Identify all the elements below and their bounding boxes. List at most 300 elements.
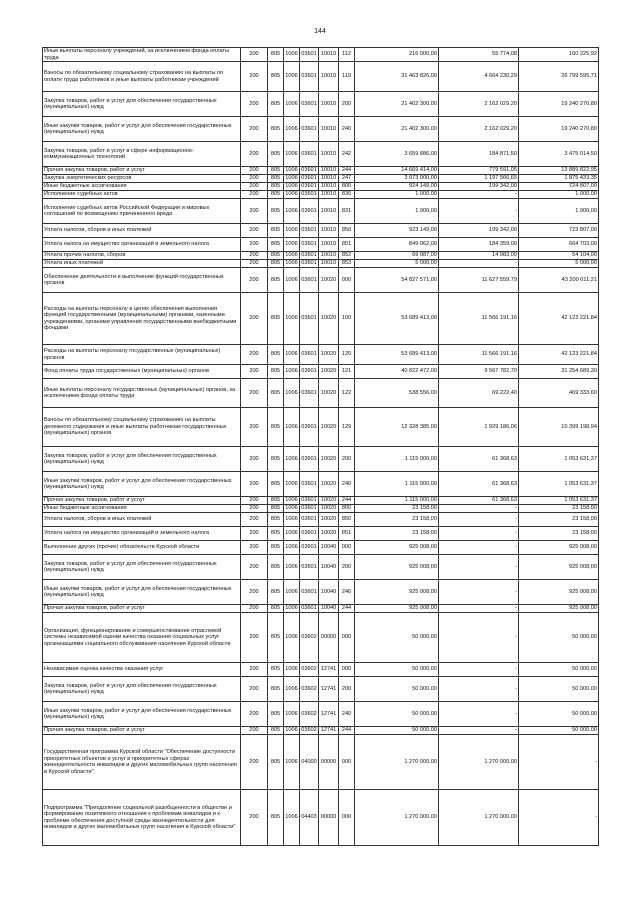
ministry-code-cell: 805	[268, 663, 284, 677]
ministry-code-cell: 805	[268, 379, 284, 408]
section-code-cell: 1006	[285, 183, 298, 190]
admin-code-cell: 200	[241, 224, 268, 238]
section-code-cell: 1006	[284, 142, 300, 167]
expense-type-cell: 800	[339, 183, 355, 191]
direction-code-cell: 10020	[319, 497, 339, 505]
expense-type-cell: 852	[339, 252, 355, 260]
table-row	[43, 260, 599, 268]
remaining-amount-cell: 1 053 631,37	[519, 447, 599, 472]
remaining-amount-cell: 50 000,00	[519, 702, 599, 727]
executed-amount-cell: -	[439, 260, 519, 268]
approved-amount-cell: 1 115 000,00	[355, 497, 439, 505]
program-code-cell: 03601	[301, 252, 317, 259]
admin-code-cell: 200	[241, 408, 268, 447]
direction-code-cell: 10010	[319, 167, 339, 175]
direction-code-cell: 10040	[319, 555, 339, 580]
admin-code-cell: 200	[241, 238, 268, 252]
expense-type-cell: 000	[339, 541, 355, 555]
table-row	[43, 191, 599, 199]
row-name-cell: Организация, функционирование и совершенствование отраслевой системы независимой оценки качества оказания социальных услуг организациями социального обслуживания населения Курской области	[43, 613, 241, 663]
remaining-amount-cell: 469 333,60	[519, 379, 599, 408]
admin-code-cell: 200	[241, 117, 268, 142]
admin-code-cell: 200	[241, 293, 268, 345]
expense-type-cell: 240	[339, 702, 355, 727]
section-code-cell: 1006	[284, 541, 300, 555]
ministry-code-cell: 805	[268, 238, 284, 252]
executed-amount-cell: 9 567 782,70	[439, 365, 519, 379]
executed-amount-cell: 199 342,00	[439, 183, 519, 191]
approved-amount-cell: 14 669 414,00	[355, 167, 439, 175]
remaining-amount-cell: 54 104,00	[519, 252, 599, 260]
row-name-cell: Иные закупки товаров, работ и услуг для обеспечения государственных (муниципальных) нужд	[43, 472, 241, 497]
table-row	[43, 408, 599, 447]
row-name-cell: Исполнение судебных актов	[43, 191, 241, 199]
page-number: 144	[314, 28, 326, 35]
admin-code-cell: 200	[241, 513, 268, 527]
admin-code-cell: 200	[241, 527, 268, 541]
executed-amount-cell: -	[439, 677, 519, 702]
direction-code-cell: 00000	[319, 613, 339, 663]
direction-code-cell: 10010	[319, 199, 339, 224]
ministry-code-cell: 805	[268, 167, 284, 175]
row-name-cell: Закупка товаров, работ и услуг для обеспечения государственных (муниципальных) нужд	[43, 92, 241, 117]
program-code-cell: 03601	[300, 472, 319, 497]
row-name-cell: Уплата иных платежей	[43, 260, 241, 268]
program-code-cell: 03601	[300, 238, 319, 252]
direction-code-cell: 00000	[319, 790, 339, 846]
expense-type-cell: 000	[339, 663, 355, 677]
ministry-code-cell: 805	[268, 605, 284, 613]
direction-code-cell: 10010	[319, 252, 339, 260]
row-name-cell: Закупка товаров, работ и услуг в сфере информационно-коммуникационных технологий	[43, 142, 241, 167]
approved-amount-cell: 53 689 413,00	[355, 293, 439, 345]
expense-type-cell: 850	[339, 224, 355, 238]
direction-code-cell: 10010	[319, 48, 339, 62]
ministry-code-cell: 805	[268, 677, 284, 702]
section-code-cell: 1006	[285, 260, 298, 267]
admin-code-cell: 200	[241, 92, 268, 117]
admin-code-cell: 200	[241, 541, 268, 555]
executed-amount-cell: -	[439, 527, 519, 541]
admin-code-cell: 200	[241, 175, 268, 183]
remaining-amount-cell: 160 225,92	[519, 48, 599, 62]
remaining-amount-cell: 1 053 631,37	[519, 472, 599, 497]
admin-code-cell: 200	[241, 663, 268, 677]
approved-amount-cell: 925 008,00	[355, 605, 439, 613]
admin-code-cell: 200	[241, 702, 268, 727]
ministry-code-cell: 805	[268, 613, 284, 663]
program-code-cell: 03602	[301, 727, 317, 734]
ministry-code-cell: 805	[268, 472, 284, 497]
remaining-amount-cell: -	[519, 790, 599, 846]
ministry-code-cell: 805	[268, 260, 284, 268]
executed-amount-cell: -	[439, 199, 519, 224]
executed-amount-cell: -	[439, 541, 519, 555]
direction-code-cell: 10020	[319, 345, 339, 365]
program-code-cell: 03601	[300, 268, 319, 293]
remaining-amount-cell: 3 475 014,50	[519, 142, 599, 167]
row-name-cell: Расходы на выплаты персоналу государственных (муниципальных) органов	[43, 345, 241, 365]
direction-code-cell: 10020	[319, 505, 339, 513]
remaining-amount-cell: 19 240 270,80	[519, 92, 599, 117]
executed-amount-cell: -	[439, 727, 519, 735]
approved-amount-cell: 849 062,00	[355, 238, 439, 252]
expense-type-cell: 122	[339, 379, 355, 408]
section-code-cell: 1006	[284, 527, 300, 541]
program-code-cell: 03601	[301, 505, 317, 512]
approved-amount-cell: 69 087,00	[355, 252, 439, 260]
executed-amount-cell: -	[439, 702, 519, 727]
ministry-code-cell: 805	[268, 513, 284, 527]
table-row	[43, 613, 599, 663]
section-code-cell: 1006	[284, 268, 300, 293]
section-code-cell: 1006	[285, 505, 298, 512]
section-code-cell: 1006	[284, 677, 300, 702]
admin-code-cell: 200	[241, 191, 268, 199]
table-row	[43, 605, 599, 613]
approved-amount-cell: 923 149,00	[355, 224, 439, 238]
table-row	[43, 224, 599, 238]
program-code-cell: 03601	[300, 199, 319, 224]
remaining-amount-cell: 1 000,00	[519, 191, 599, 199]
program-code-cell: 03602	[300, 613, 319, 663]
executed-amount-cell: 61 368,63	[439, 472, 519, 497]
admin-code-cell: 200	[241, 48, 268, 62]
direction-code-cell: 10020	[319, 447, 339, 472]
executed-amount-cell: 69 222,40	[439, 379, 519, 408]
approved-amount-cell: 21 402 300,00	[355, 117, 439, 142]
remaining-amount-cell: 10 399 198,94	[519, 408, 599, 447]
table-row	[43, 62, 599, 92]
direction-code-cell: 10020	[319, 513, 339, 527]
direction-code-cell: 10020	[319, 379, 339, 408]
ministry-code-cell: 805	[268, 541, 284, 555]
expense-type-cell: 100	[339, 293, 355, 345]
approved-amount-cell: 1 000,00	[355, 199, 439, 224]
section-code-cell: 1006	[284, 379, 300, 408]
direction-code-cell: 12741	[319, 727, 339, 735]
remaining-amount-cell: 1 000,00	[519, 199, 599, 224]
approved-amount-cell: 216 000,00	[355, 48, 439, 62]
expense-type-cell: 121	[339, 365, 355, 379]
direction-code-cell: 10010	[319, 175, 339, 183]
approved-amount-cell: 925 008,00	[355, 555, 439, 580]
executed-amount-cell: -	[439, 513, 519, 527]
section-code-cell: 1006	[284, 345, 300, 365]
direction-code-cell: 10020	[319, 472, 339, 497]
direction-code-cell: 10020	[319, 408, 339, 447]
executed-amount-cell: 61 368,63	[439, 447, 519, 472]
row-name-cell: Закупка энергетических ресурсов	[43, 175, 241, 183]
direction-code-cell: 10040	[319, 541, 339, 555]
admin-code-cell: 200	[241, 183, 268, 191]
expense-type-cell: 851	[339, 527, 355, 541]
ministry-code-cell: 805	[268, 365, 284, 379]
direction-code-cell: 10010	[319, 191, 339, 199]
table-row	[43, 447, 599, 472]
approved-amount-cell: 21 402 300,00	[355, 92, 439, 117]
table-row	[43, 293, 599, 345]
section-code-cell: 1006	[285, 605, 298, 612]
approved-amount-cell: 23 158,00	[355, 505, 439, 513]
program-code-cell: 03602	[300, 702, 319, 727]
program-code-cell: 03601	[301, 183, 317, 190]
ministry-code-cell: 805	[268, 199, 284, 224]
row-name-cell: Иные бюджетные ассигнования	[43, 183, 241, 191]
expense-type-cell: 240	[339, 117, 355, 142]
program-code-cell: 03601	[301, 497, 317, 504]
remaining-amount-cell: 664 703,00	[519, 238, 599, 252]
approved-amount-cell: 40 822 472,00	[355, 365, 439, 379]
ministry-code-cell: 805	[268, 183, 284, 191]
table-row	[43, 345, 599, 365]
expense-type-cell: 120	[339, 345, 355, 365]
direction-code-cell: 10020	[319, 527, 339, 541]
executed-amount-cell: -	[439, 555, 519, 580]
direction-code-cell: 10010	[319, 183, 339, 191]
ministry-code-cell: 805	[268, 408, 284, 447]
section-code-cell: 1006	[284, 555, 300, 580]
program-code-cell: 03601	[300, 527, 319, 541]
expense-type-cell: 000	[339, 613, 355, 663]
remaining-amount-cell: 50 000,00	[519, 613, 599, 663]
section-code-cell: 1006	[285, 727, 298, 734]
remaining-amount-cell: 925 008,00	[519, 555, 599, 580]
row-name-cell: Выполнение других (прочих) обязательств Курской области	[43, 541, 241, 555]
row-name-cell: Иные закупки товаров, работ и услуг для обеспечения государственных (муниципальных) нужд	[43, 702, 241, 727]
row-name-cell: Закупка товаров, работ и услуг для обеспечения государственных (муниципальных) нужд	[43, 555, 241, 580]
section-code-cell: 1006	[284, 238, 300, 252]
ministry-code-cell: 805	[268, 92, 284, 117]
ministry-code-cell: 805	[268, 790, 284, 846]
executed-amount-cell: 184 871,50	[439, 142, 519, 167]
executed-amount-cell: 11 627 559,79	[439, 268, 519, 293]
expense-type-cell: 830	[339, 191, 355, 199]
admin-code-cell: 200	[241, 379, 268, 408]
row-name-cell: Государственная программа Курской области "Обеспечение доступности приоритетных объектов и услуг в приоритетных сферах жизнедеятельности инвалидов и других маломобильных групп населения в Курской области"	[43, 735, 241, 790]
section-code-cell: 1006	[284, 62, 300, 92]
approved-amount-cell: 1 270 000,00	[355, 790, 439, 846]
section-code-cell: 1006	[284, 199, 300, 224]
budget-table-body	[43, 48, 599, 846]
program-code-cell: 03601	[301, 191, 317, 198]
expense-type-cell: 200	[339, 92, 355, 117]
admin-code-cell: 200	[241, 167, 268, 175]
approved-amount-cell: 3 073 000,00	[355, 175, 439, 183]
executed-amount-cell: 2 162 029,20	[439, 117, 519, 142]
table-row	[43, 790, 599, 846]
expense-type-cell: 000	[339, 790, 355, 846]
row-name-cell: Закупка товаров, работ и услуг для обеспечения государственных (муниципальных) нужд	[43, 677, 241, 702]
table-row	[43, 92, 599, 117]
section-code-cell: 1006	[284, 92, 300, 117]
approved-amount-cell: 3 659 886,00	[355, 142, 439, 167]
direction-code-cell: 10010	[319, 224, 339, 238]
program-code-cell: 03601	[301, 175, 317, 182]
row-name-cell: Обеспечение деятельности и выполнение функций государственных органов	[43, 268, 241, 293]
remaining-amount-cell: 31 254 689,30	[519, 365, 599, 379]
section-code-cell: 1006	[284, 702, 300, 727]
ministry-code-cell: 805	[268, 447, 284, 472]
approved-amount-cell: 53 689 413,00	[355, 345, 439, 365]
row-name-cell: Иные выплаты персоналу государственных (муниципальных) органов, за исключением фонда оплаты труда	[43, 379, 241, 408]
executed-amount-cell: 55 774,08	[439, 48, 519, 62]
remaining-amount-cell: 925 008,00	[519, 580, 599, 605]
admin-code-cell: 200	[241, 199, 268, 224]
program-code-cell: 03602	[300, 677, 319, 702]
row-name-cell: Уплата налога на имущество организаций и земельного налога	[43, 238, 241, 252]
executed-amount-cell: -	[439, 191, 519, 199]
direction-code-cell: 10010	[319, 92, 339, 117]
executed-amount-cell: 4 664 230,29	[439, 62, 519, 92]
remaining-amount-cell: 1 053 631,37	[519, 497, 599, 505]
ministry-code-cell: 805	[268, 580, 284, 605]
executed-amount-cell: 184 359,00	[439, 238, 519, 252]
ministry-code-cell: 805	[268, 293, 284, 345]
approved-amount-cell: 50 000,00	[355, 702, 439, 727]
executed-amount-cell: 61 368,63	[439, 497, 519, 505]
remaining-amount-cell: 26 799 595,71	[519, 62, 599, 92]
table-row	[43, 117, 599, 142]
approved-amount-cell: 50 000,00	[355, 663, 439, 677]
remaining-amount-cell: 1 875 433,35	[519, 175, 599, 183]
direction-code-cell: 10010	[319, 260, 339, 268]
section-code-cell: 1006	[285, 191, 298, 198]
remaining-amount-cell: 42 123 221,84	[519, 345, 599, 365]
section-code-cell: 1006	[285, 175, 298, 182]
row-name-cell: Уплата прочих налогов, сборов	[43, 252, 241, 260]
executed-amount-cell: -	[439, 580, 519, 605]
program-code-cell: 04000	[300, 735, 319, 790]
program-code-cell: 03601	[300, 379, 319, 408]
direction-code-cell: 00000	[319, 735, 339, 790]
row-name-cell: Исполнение судебных актов Российской Федерации и мировых соглашений по возмещению причиненного вреда	[43, 199, 241, 224]
table-row	[43, 555, 599, 580]
ministry-code-cell: 805	[268, 505, 284, 513]
remaining-amount-cell: 50 000,00	[519, 677, 599, 702]
admin-code-cell: 200	[241, 260, 268, 268]
program-code-cell: 03601	[301, 605, 317, 612]
program-code-cell: 03601	[300, 555, 319, 580]
remaining-amount-cell: 13 889 822,95	[519, 167, 599, 175]
section-code-cell: 1006	[284, 48, 300, 62]
row-name-cell: Уплата налогов, сборов и иных платежей	[43, 224, 241, 238]
row-name-cell: Прочая закупка товаров, работ и услуг	[43, 167, 241, 175]
direction-code-cell: 10040	[319, 580, 339, 605]
budget-table	[42, 47, 599, 846]
remaining-amount-cell: 925 008,00	[519, 541, 599, 555]
table-row	[43, 663, 599, 677]
approved-amount-cell: 23 158,00	[355, 513, 439, 527]
program-code-cell: 03601	[300, 92, 319, 117]
program-code-cell: 03601	[300, 48, 319, 62]
approved-amount-cell: 50 000,00	[355, 727, 439, 735]
approved-amount-cell: 538 556,00	[355, 379, 439, 408]
approved-amount-cell: 1 115 000,00	[355, 447, 439, 472]
executed-amount-cell: 779 591,05	[439, 167, 519, 175]
table-row	[43, 727, 599, 735]
direction-code-cell: 10010	[319, 238, 339, 252]
program-code-cell: 03601	[300, 580, 319, 605]
row-name-cell: Иные бюджетные ассигнования	[43, 505, 241, 513]
direction-code-cell: 12741	[319, 677, 339, 702]
approved-amount-cell: 1 000,00	[355, 191, 439, 199]
expense-type-cell: 247	[339, 175, 355, 183]
program-code-cell: 03601	[300, 293, 319, 345]
expense-type-cell: 240	[339, 472, 355, 497]
program-code-cell: 03601	[300, 224, 319, 238]
row-name-cell: Уплата налога на имущество организаций и земельного налога	[43, 527, 241, 541]
executed-amount-cell: -	[439, 505, 519, 513]
expense-type-cell: 119	[339, 62, 355, 92]
table-row	[43, 268, 599, 293]
remaining-amount-cell: 723 807,00	[519, 224, 599, 238]
table-row	[43, 365, 599, 379]
admin-code-cell: 200	[241, 505, 268, 513]
expense-type-cell: 244	[339, 167, 355, 175]
executed-amount-cell: 11 566 191,16	[439, 293, 519, 345]
approved-amount-cell: 924 149,00	[355, 183, 439, 191]
ministry-code-cell: 805	[268, 252, 284, 260]
executed-amount-cell: 199 342,00	[439, 224, 519, 238]
remaining-amount-cell: 23 158,00	[519, 513, 599, 527]
executed-amount-cell: -	[439, 663, 519, 677]
remaining-amount-cell: 23 158,00	[519, 527, 599, 541]
direction-code-cell: 10020	[319, 365, 339, 379]
table-row	[43, 142, 599, 167]
admin-code-cell: 200	[241, 62, 268, 92]
ministry-code-cell: 805	[268, 175, 284, 183]
remaining-amount-cell: 42 123 221,84	[519, 293, 599, 345]
admin-code-cell: 200	[241, 447, 268, 472]
row-name-cell: Уплата налогов, сборов и иных платежей	[43, 513, 241, 527]
program-code-cell: 03601	[300, 142, 319, 167]
table-row	[43, 527, 599, 541]
section-code-cell: 1006	[284, 224, 300, 238]
remaining-amount-cell: 50 000,00	[519, 727, 599, 735]
approved-amount-cell: 1 115 000,00	[355, 472, 439, 497]
ministry-code-cell: 805	[268, 735, 284, 790]
executed-amount-cell: -	[439, 605, 519, 613]
table-row	[43, 497, 599, 505]
admin-code-cell: 200	[241, 580, 268, 605]
remaining-amount-cell: 19 240 270,80	[519, 117, 599, 142]
section-code-cell: 1006	[285, 167, 298, 174]
table-row	[43, 48, 599, 62]
table-row	[43, 513, 599, 527]
executed-amount-cell: 1 197 566,65	[439, 175, 519, 183]
row-name-cell: Прочая закупка товаров, работ и услуг	[43, 605, 241, 613]
remaining-amount-cell: 43 200 011,21	[519, 268, 599, 293]
section-code-cell: 1006	[284, 293, 300, 345]
ministry-code-cell: 805	[268, 117, 284, 142]
expense-type-cell: 244	[339, 727, 355, 735]
direction-code-cell: 12741	[319, 702, 339, 727]
section-code-cell: 1006	[284, 513, 300, 527]
expense-type-cell: 831	[339, 199, 355, 224]
remaining-amount-cell: 925 008,00	[519, 605, 599, 613]
remaining-amount-cell: 5 000,00	[519, 260, 599, 268]
program-code-cell: 03601	[300, 62, 319, 92]
expense-type-cell: 000	[339, 268, 355, 293]
table-row	[43, 379, 599, 408]
ministry-code-cell: 805	[268, 268, 284, 293]
program-code-cell: 03601	[301, 260, 317, 267]
direction-code-cell: 10020	[319, 268, 339, 293]
direction-code-cell: 10010	[319, 62, 339, 92]
admin-code-cell: 200	[241, 497, 268, 505]
section-code-cell: 1006	[284, 408, 300, 447]
